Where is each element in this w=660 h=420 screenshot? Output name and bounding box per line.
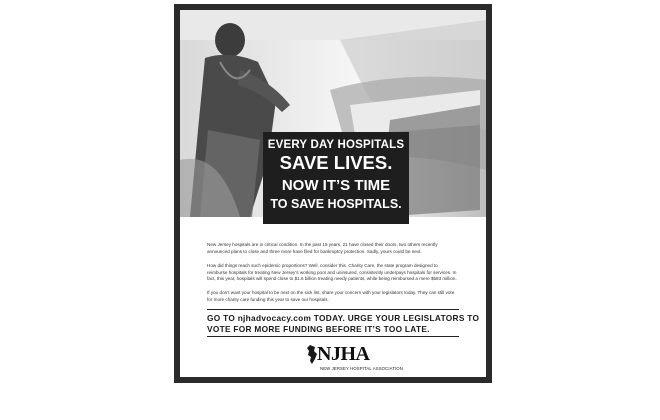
headline-line-1: EVERY DAY HOSPITALS <box>267 139 405 151</box>
headline-line-4: TO SAVE HOSPITALS. <box>270 197 402 211</box>
ad-page <box>180 10 486 377</box>
headline-line-3: NOW IT’S TIME <box>281 177 391 194</box>
logo-subtitle: NEW JERSEY HOSPITAL ASSOCIATION <box>320 366 403 371</box>
cta-line-1: GO TO njhadvocacy.com TODAY. URGE YOUR LEGISLATORS TO <box>207 313 480 323</box>
cta-line-2: VOTE FOR MORE FUNDING BEFORE IT’S TOO LATE. <box>207 324 430 334</box>
njha-logo <box>306 343 416 373</box>
headline-line-2: SAVE LIVES. <box>279 152 393 173</box>
body-paragraph-2: How did things reach such epidemic proportions? Well, consider this. Charity Care, the state program designed to reimburse hospitals for treating New Jersey’s working poor and uninsured, consistently underpays hospitals for services. In fact, this year, hospitals will spend close to $1.6 billion treating needy patients, while being reimbursed a mere $583 million. <box>207 263 457 282</box>
body-paragraph-3: If you don’t want your hospital to be next on the sick list, share your concern with your legislators today. They can still vote for more charity care funding this year to save our hospitals. <box>207 290 455 302</box>
cta-rule-bottom <box>207 336 459 337</box>
headline-box <box>263 132 409 224</box>
body-paragraph-1: New Jersey hospitals are in critical condition. In the past 15 years, 21 have closed their doors, two others recently announced plans to close and three more have filed for bankruptcy protection. Sadly, yours could be next. <box>207 242 438 254</box>
logo-wordmark: NJHA <box>317 343 370 365</box>
ad-frame <box>174 4 492 383</box>
cta-rule-top <box>207 309 459 310</box>
